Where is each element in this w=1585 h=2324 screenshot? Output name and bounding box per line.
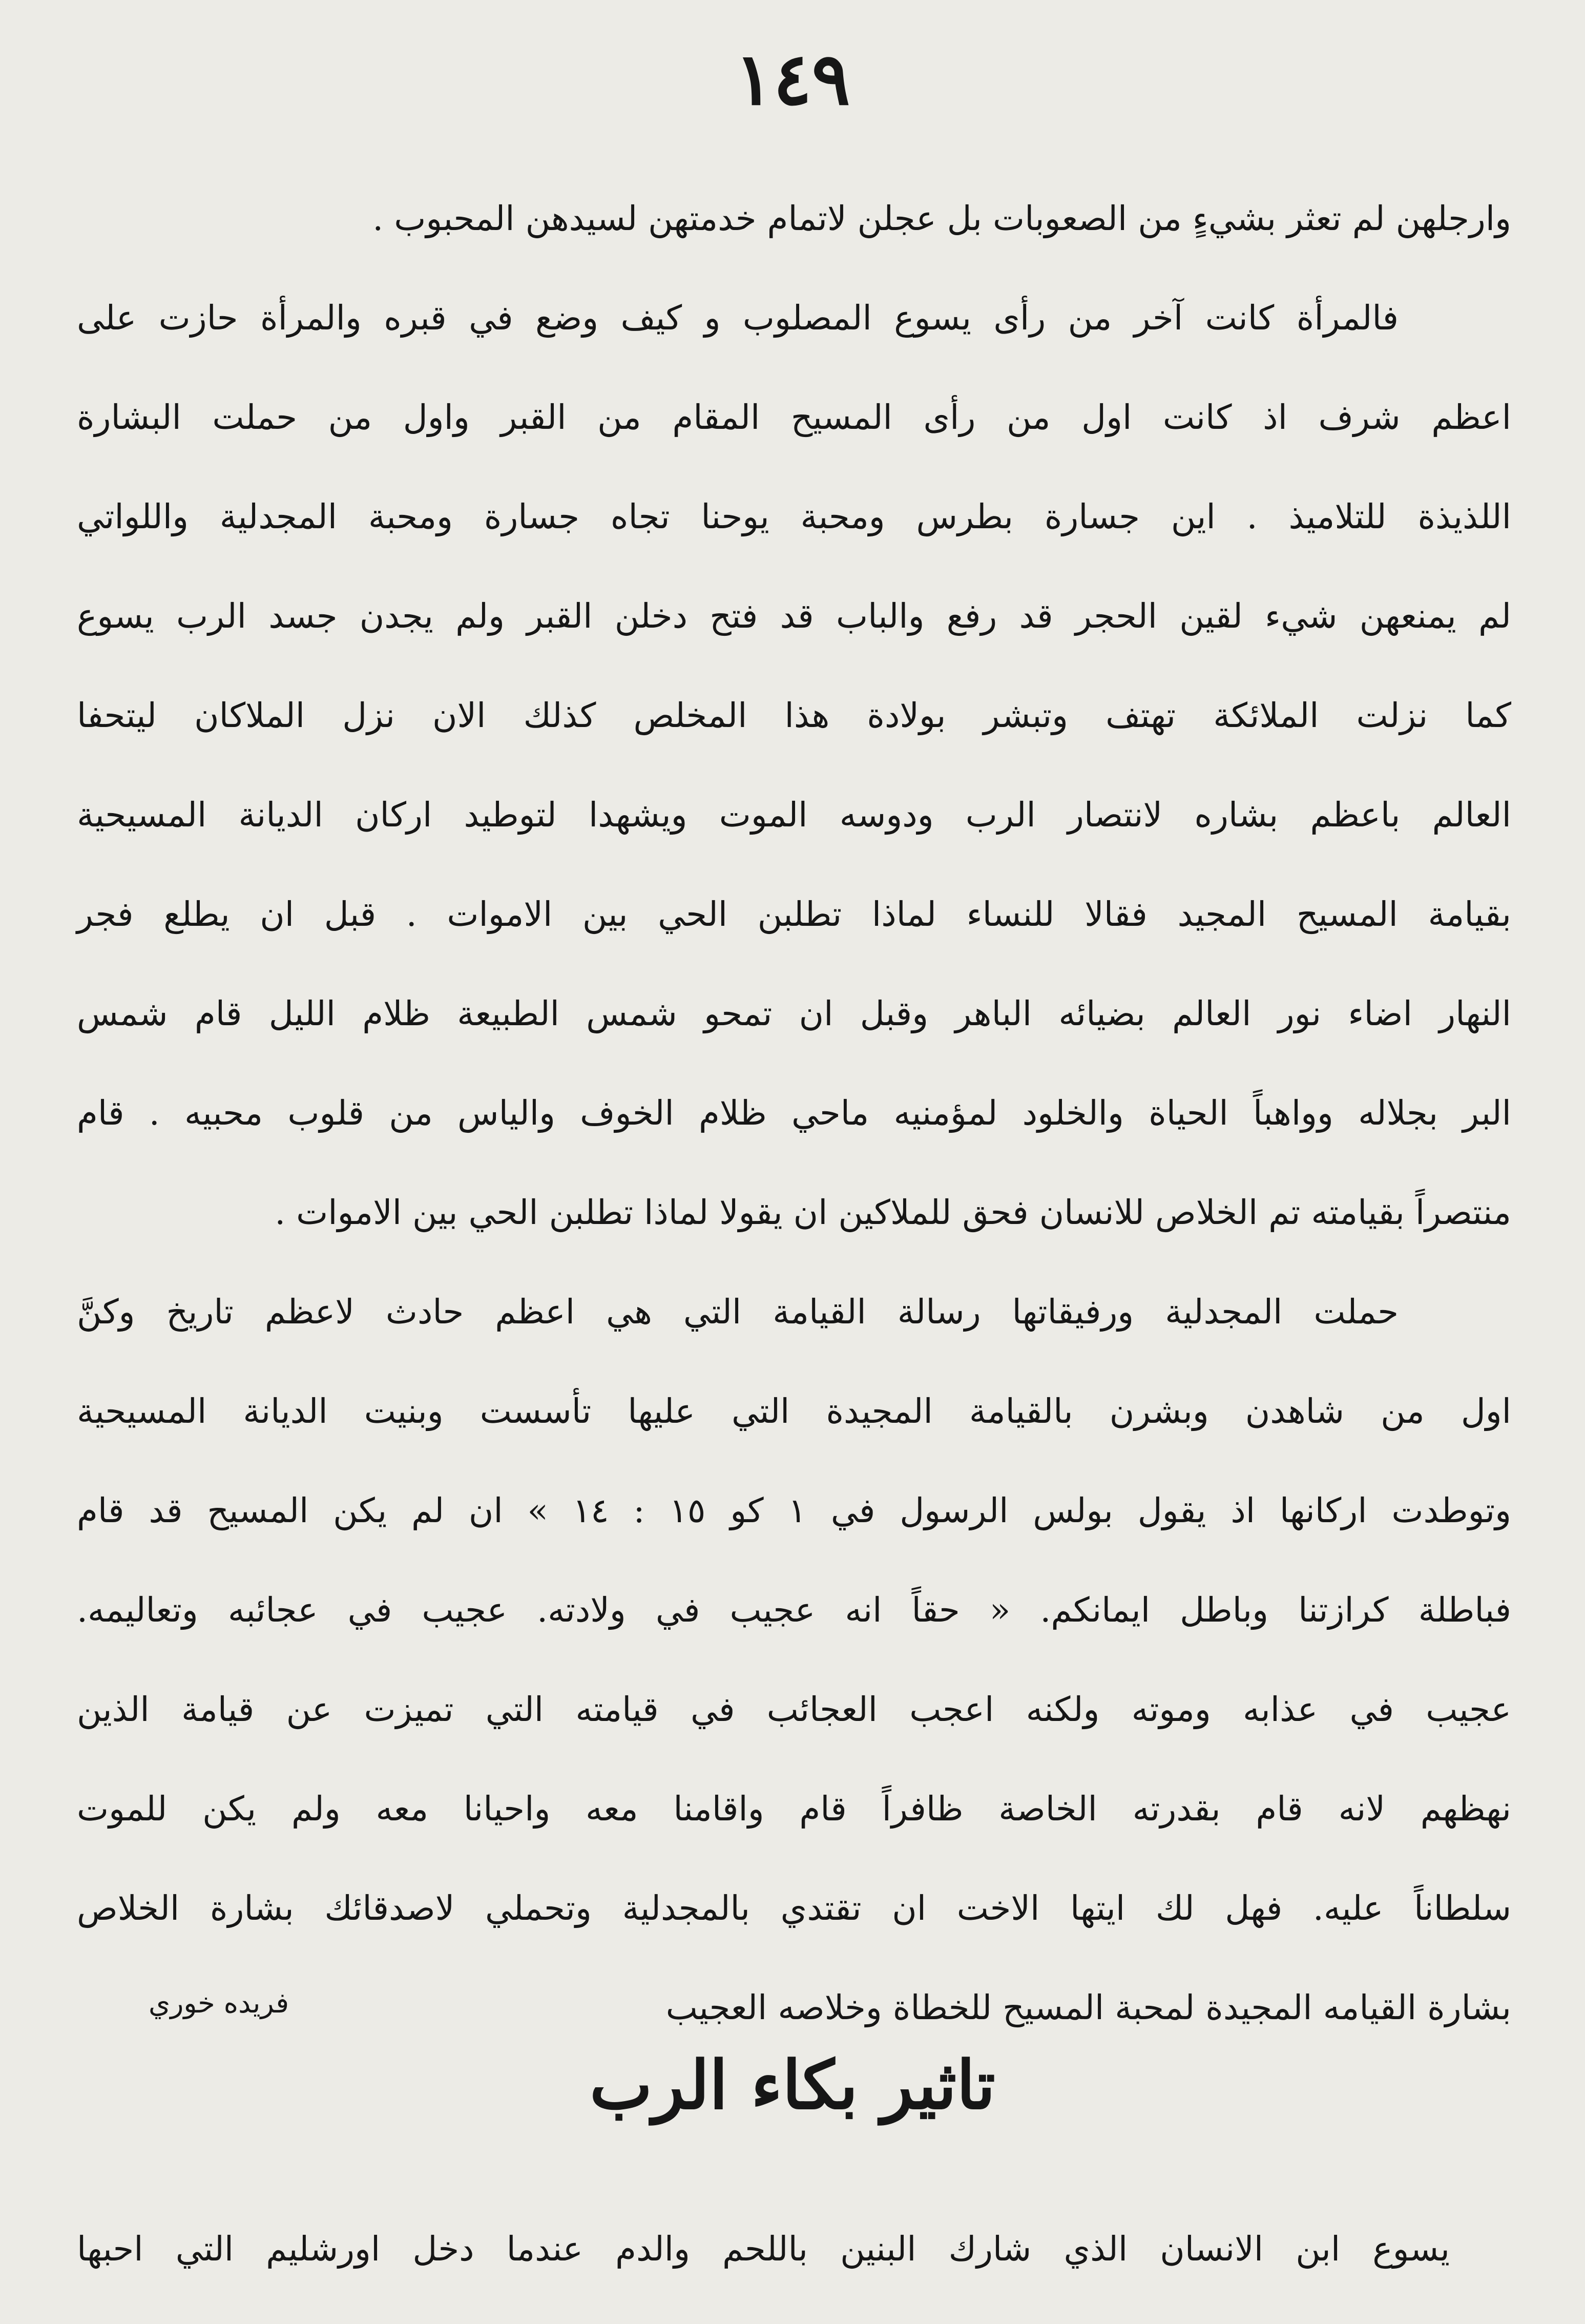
text-line: سلطاناً عليه. فهل لك ايتها الاخت ان تقتدي بالمجدلية وتحملي لاصدقائك بشارة الخلاص [77,1889,1511,1928]
text-line: حملت المجدلية ورفيقاتها رسالة القيامة التي هي اعظم حادث لاعظم تاريخ وكنَّ [77,1292,1399,1332]
text-line: وتوطدت اركانها اذ يقول بولس الرسول في ١ كو ١٥ : ١٤ » ان لم يكن المسيح قد قام [77,1491,1512,1530]
text-line: بقيامة المسيح المجيد فقالا للنساء لماذا تطلبن الحي بين الاموات . قبل ان يطلع فجر [77,895,1511,934]
text-line: عجيب في عذابه وموته ولكنه اعجب العجائب في قيامته التي تميزت عن قيامة الذين [77,1690,1511,1729]
text-line: فالمرأة كانت آخر من رأى يسوع المصلوب و كيف وضع في قبره والمرأة حازت على [77,298,1399,338]
text-line: منتصراً بقيامته تم الخلاص للانسان فحق للملاكين ان يقولا لماذا تطلبن الحي بين الاموات . [275,1193,1511,1232]
text-line: فباطلة كرازتنا وباطل ايمانكم. « حقاً انه عجيب في ولادته. عجيب في عجائبه وتعاليمه. [77,1590,1511,1630]
text-line: النهار اضاء نور العالم بضيائه الباهر وقبل ان تمحو شمس الطبيعة ظلام الليل قام شمس [77,994,1511,1033]
section-first-line: يسوع ابن الانسان الذي شارك البنين باللحم والدم عندما دخل اورشليم التي احبها [77,2229,1450,2269]
page-number: ١٤٩ [735,37,850,121]
body-text [77,169,1511,2058]
text-line: العالم باعظم بشاره لانتصار الرب ودوسه الموت ويشهدا لتوطيد اركان الديانة المسيحية [77,795,1511,835]
text-line: اول من شاهدن وبشرن بالقيامة المجيدة التي عليها تأسست وبنيت الديانة المسيحية [77,1392,1511,1431]
text-line: لم يمنعهن شيء لقين الحجر قد رفع والباب قد فتح دخلن القبر ولم يجدن جسد الرب يسوع [77,596,1511,636]
text-line: وارجلهن لم تعثر بشيءٍ من الصعوبات بل عجلن لاتمام خدمتهن لسيدهن المحبوب . [372,199,1511,238]
text-line: اللذيذة للتلاميذ . اين جسارة بطرس ومحبة يوحنا تجاه جسارة ومحبة المجدلية واللواتي [77,497,1511,536]
text-line: كما نزلت الملائكة تهتف وتبشر بولادة هذا المخلص كذلك الان نزل الملاكان ليتحفا [77,696,1511,735]
author-signature: فريده خوري [149,1987,289,2019]
text-line: نهظهم لانه قام بقدرته الخاصة ظافراً قام واقامنا معه واحيانا معه ولم يكن للموت [77,1789,1511,1829]
text-line: البر بجلاله وواهباً الحياة والخلود لمؤمنيه ماحي ظلام الخوف والياس من قلوب محبيه . قام [77,1093,1511,1133]
text-line: بشارة القيامه المجيدة لمحبة المسيح للخطاة وخلاصه العجيب [665,1988,1511,2027]
section-heading: تاثير بكاء الرب [590,2046,995,2124]
text-line: اعظم شرف اذ كانت اول من رأى المسيح المقام من القبر واول من حملت البشارة [77,398,1511,437]
